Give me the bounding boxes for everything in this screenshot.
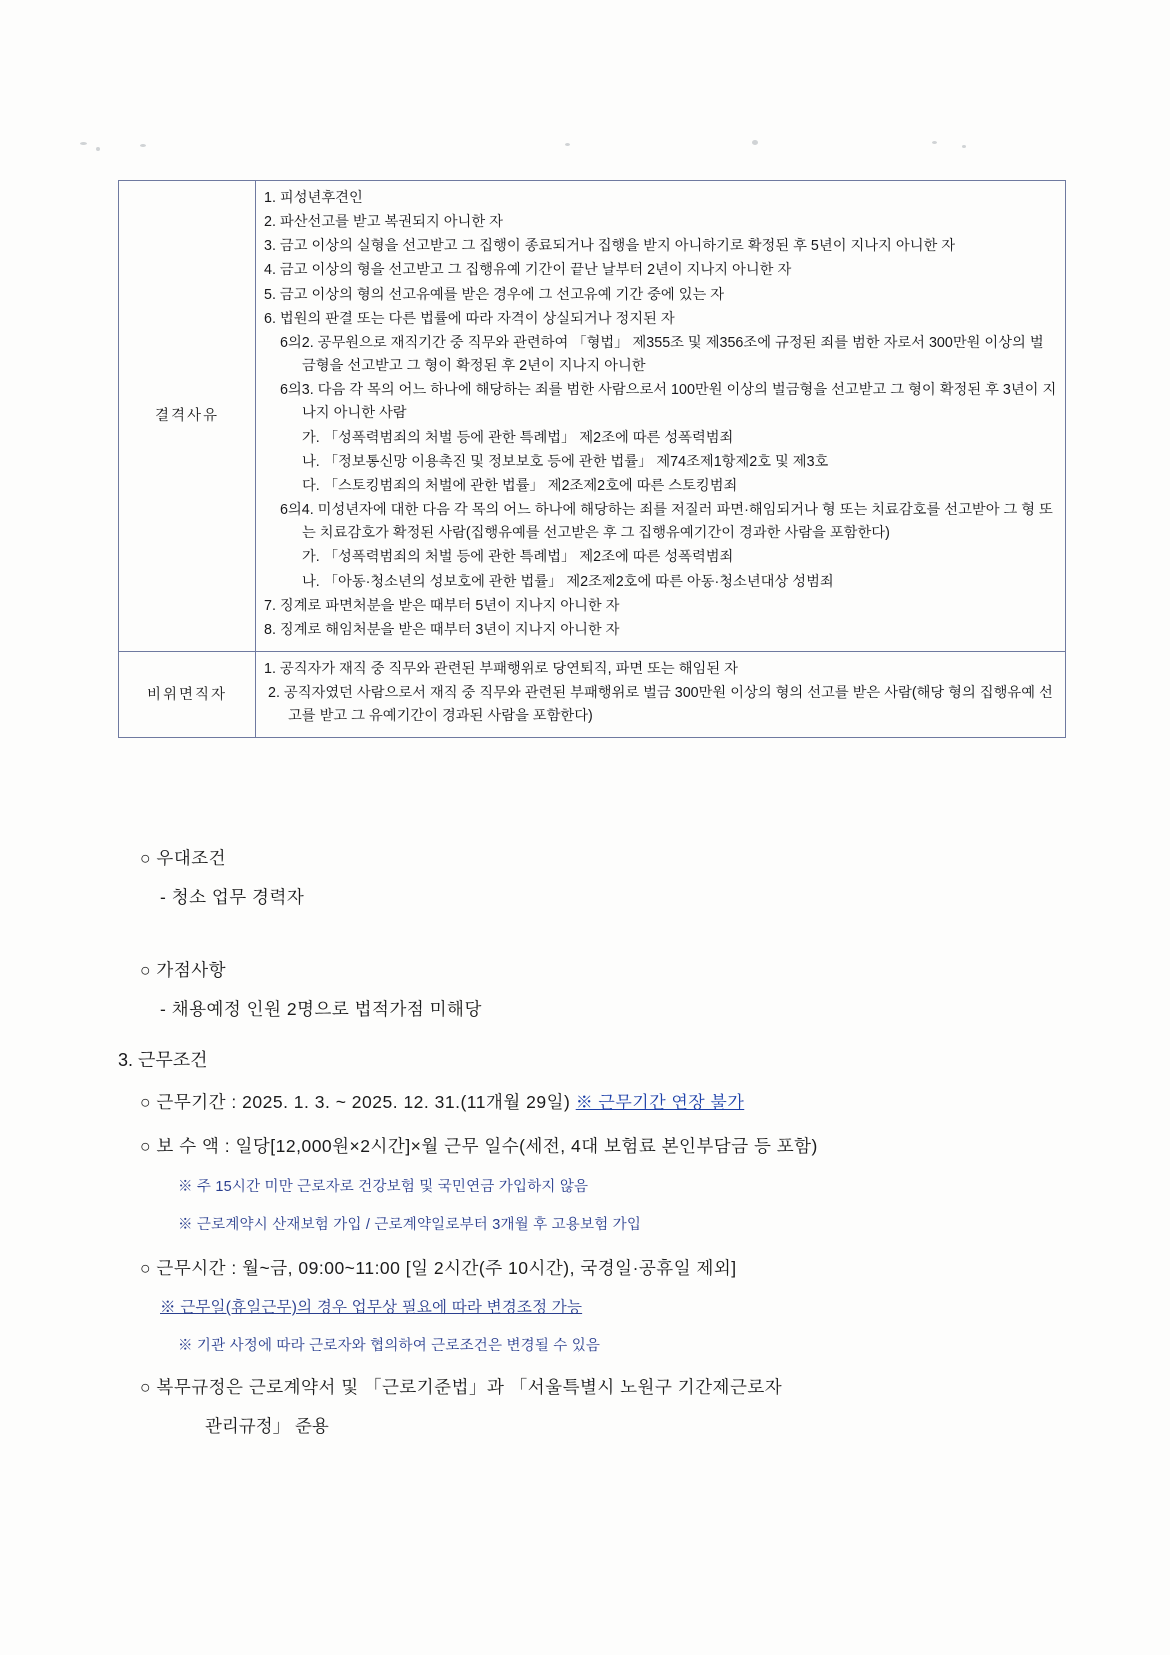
scan-speckle	[752, 140, 758, 145]
list-item: 나. 「아동·청소년의 성보호에 관한 법률」 제2조제2호에 따른 아동·청소년대상 성범죄	[302, 573, 834, 590]
row-label-disqualification: 결격사유	[119, 181, 256, 652]
list-item: 6의2. 공무원으로 재직기간 중 직무와 관련하여 「형법」 제355조 및 제356조에 규정된 죄를 범한 자로서 300만원 이상의 벌금형을 선고받고 그 형이 확정된 후 2년이 지나지 아니한	[280, 334, 1044, 375]
scan-speckle	[565, 143, 570, 146]
list-item: 가. 「성폭력범죄의 처벌 등에 관한 특례법」 제2조에 따른 성폭력범죄	[302, 549, 734, 566]
list-item: 가. 「성폭력범죄의 처벌 등에 관한 특례법」 제2조에 따른 성폭력범죄	[302, 429, 734, 446]
scan-speckle	[140, 144, 146, 147]
work-hours-label: ○ 근무시간 : 월~금, 09:00~11:00 [일 2시간(주 10시간), 국경일·공휴일 제외]	[140, 1258, 737, 1278]
row-label-corruption-dismissal: 비위면직자	[119, 651, 256, 737]
list-item: 5. 금고 이상의 형의 선고유예를 받은 경우에 그 선고유예 기간 중에 있는 자	[264, 286, 725, 303]
work-period-label: ○ 근무기간 : 2025. 1. 3. ~ 2025. 12. 31.(11개월 29일)	[140, 1092, 571, 1112]
list-item: 1. 피성년후견인	[264, 190, 363, 206]
list-item: 7. 징계로 파면처분을 받은 때부터 5년이 지나지 아니한 자	[264, 597, 620, 614]
work-period-row	[140, 1088, 744, 1114]
list-item: 1. 공직자가 재직 중 직무와 관련된 부패행위로 당연퇴직, 파면 또는 해임된 자	[264, 660, 738, 677]
corruption-list	[264, 658, 1057, 728]
preference-item: - 청소 업무 경력자	[160, 887, 305, 907]
list-item: 3. 금고 이상의 실형을 선고받고 그 집행이 종료되거나 집행을 받지 아니하기로 확정된 후 5년이 지나지 아니한 자	[264, 238, 956, 255]
list-item: 6의3. 다음 각 목의 어느 하나에 해당하는 죄를 범한 사람으로서 100만원 이상의 벌금형을 선고받고 그 형이 확정된 후 3년이 지나지 아니한 사람	[280, 382, 1057, 422]
pay-note-1: ※ 주 15시간 미만 근로자로 건강보험 및 국민연금 가입하지 않음	[178, 1179, 589, 1195]
list-item: 다. 「스토킹범죄의 처벌에 관한 법률」 제2조제2호에 따른 스토킹범죄	[302, 477, 738, 494]
list-item: 2. 파산선고를 받고 복권되지 아니한 자	[264, 214, 503, 231]
bonus-item: - 채용예정 인원 2명으로 법적가점 미해당	[160, 999, 482, 1019]
scan-speckle	[932, 141, 937, 144]
table-row	[119, 651, 1066, 737]
disqualification-list	[264, 187, 1057, 642]
list-item: 2. 공직자였던 사람으로서 재직 중 직무와 관련된 부패행위로 벌금 300만원 이상의 형의 선고를 받은 사람(해당 형의 집행유예 선고를 받고 그 유예기간이 경과된 사람을 포함한다)	[268, 685, 1053, 725]
table-row	[119, 181, 1066, 652]
bonus-title: ○ 가점사항	[140, 960, 227, 980]
list-item: 나. 「정보통신망 이용촉진 및 정보보호 등에 관한 법률」 제74조제1항제2호 및 제3호	[302, 453, 829, 470]
scan-speckle	[96, 147, 100, 151]
list-item: 4. 금고 이상의 형을 선고받고 그 집행유예 기간이 끝난 날부터 2년이 지나지 아니한 자	[264, 262, 792, 279]
work-hours-note-1: ※ 근무일(휴일근무)의 경우 업무상 필요에 따라 변경조정 가능	[160, 1299, 583, 1316]
row-body-corruption-dismissal	[256, 651, 1066, 737]
pay-label: ○ 보 수 액 : 일당[12,000원×2시간]×월 근무 일수(세전, 4대 보험료 본인부담금 등 포함)	[140, 1136, 818, 1156]
row-body-disqualification	[256, 181, 1066, 652]
list-item: 8. 징계로 해임처분을 받은 때부터 3년이 지나지 아니한 자	[264, 621, 620, 638]
list-item: 6. 법원의 판결 또는 다른 법률에 따라 자격이 상실되거나 정지된 자	[264, 310, 675, 327]
service-rules-line-2: 관리규정」 준용	[205, 1416, 329, 1436]
disqualification-table	[118, 180, 1066, 738]
service-rules-line-1: ○ 복무규정은 근로계약서 및 「근로기준법」과 「서울특별시 노원구 기간제근로자	[140, 1377, 783, 1397]
work-hours-note-2: ※ 기관 사정에 따라 근로자와 협의하여 근로조건은 변경될 수 있음	[178, 1338, 601, 1354]
scan-speckle	[962, 145, 966, 148]
section-heading-work-conditions: 3. 근무조건	[118, 1050, 208, 1070]
scan-speckle	[80, 142, 87, 145]
list-item: 6의4. 미성년자에 대한 다음 각 목의 어느 하나에 해당하는 죄를 저질러 파면·해임되거나 형 또는 치료감호를 선고받아 그 형 또는 치료감호가 확정된 사람(집행유예를 선고받은 후 그 집행유예기간이 경과한 사람을 포함한다)	[280, 502, 1053, 542]
preference-title: ○ 우대조건	[140, 848, 227, 868]
work-period-note: ※ 근무기간 연장 불가	[575, 1093, 745, 1112]
pay-note-2: ※ 근로계약시 산재보험 가입 / 근로계약일로부터 3개월 후 고용보험 가입	[178, 1217, 642, 1233]
